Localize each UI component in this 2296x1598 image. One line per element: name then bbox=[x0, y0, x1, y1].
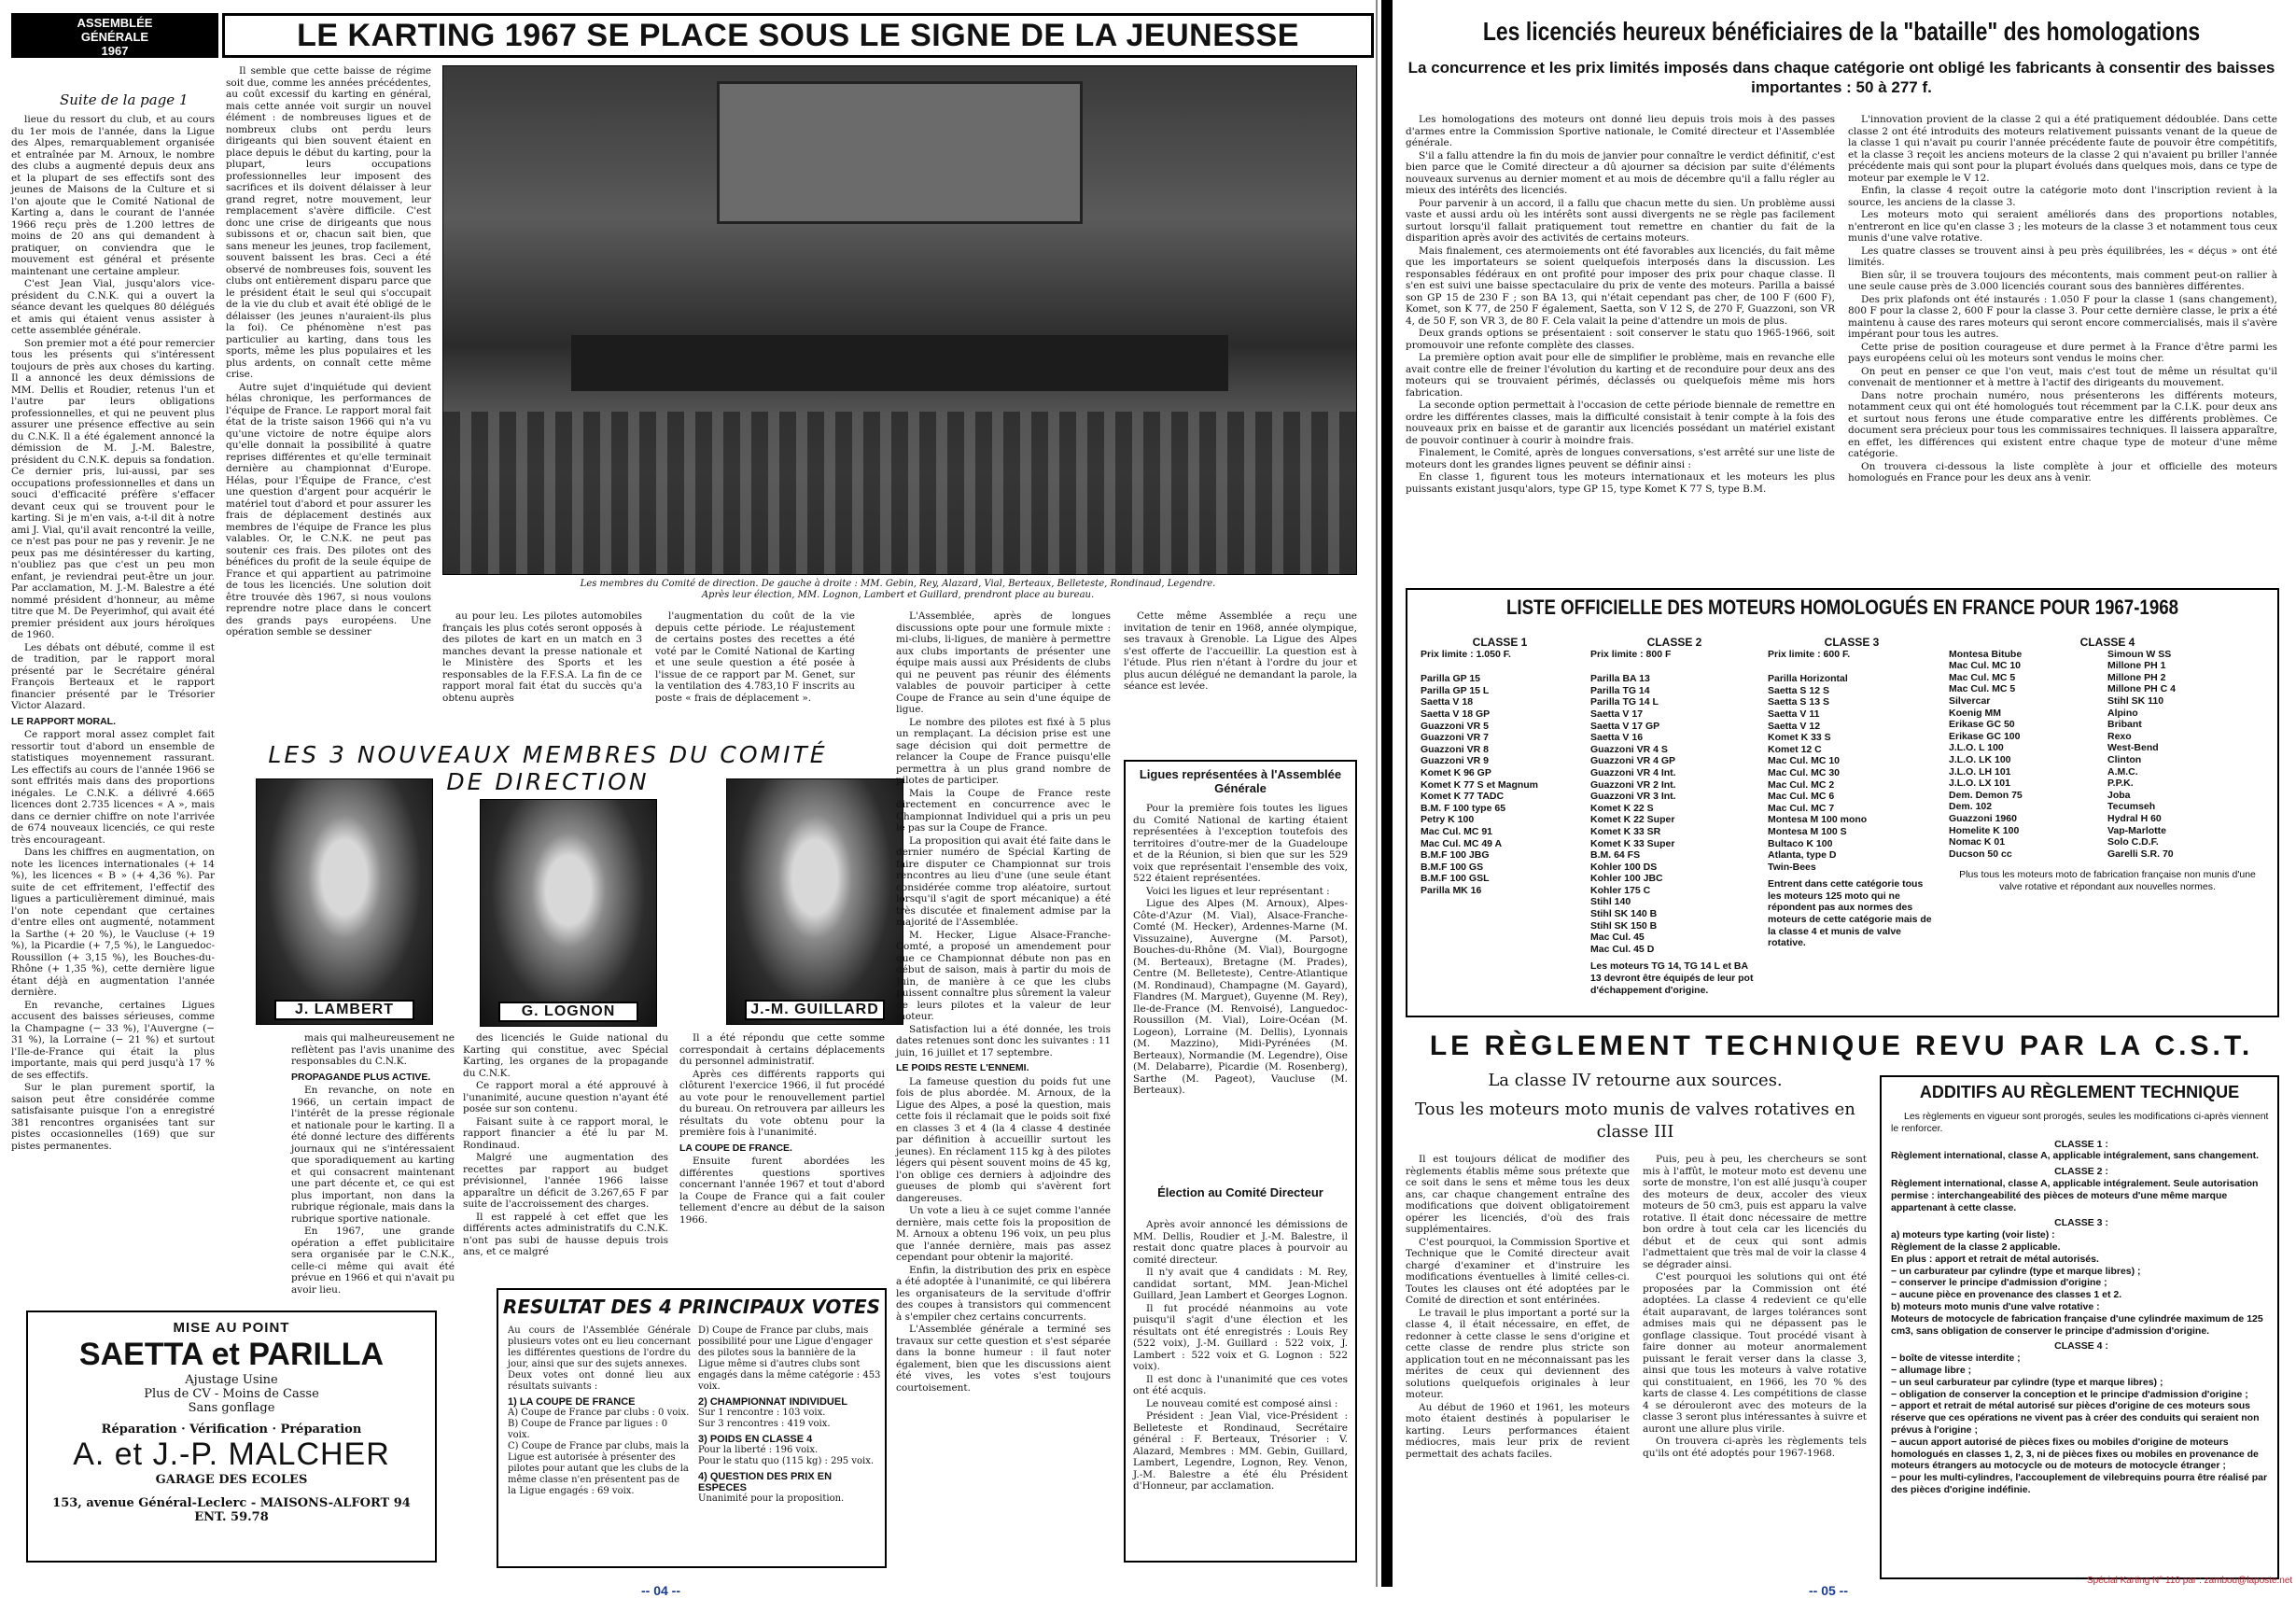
portrait-guillard bbox=[726, 778, 903, 1025]
rule-line: − pour les multi-cylindres, l'accouplement de vilebrequins pourra être réalisé par des pièces d'origine indéfinie. bbox=[1891, 1472, 2268, 1495]
engine-entry: Komet 12 C bbox=[1768, 743, 1822, 755]
portrait-name: J. LAMBERT bbox=[274, 1000, 414, 1020]
engine-entry: Guazzoni VR 4 GP bbox=[1590, 755, 1676, 767]
engine-entry: Saetta S 12 S bbox=[1768, 684, 1829, 696]
regulation-column-b: Puis, peu à peu, les chercheurs se sont mis à l'affût, le moteur moto est devenu une sorte de monstre, l'on est allé jusqu'à couper des moteurs de deux, accoler des vieux moteurs de 50 cm3, puis est apparu la valve rotative. Il était donc nécessaire de mettre bon ordre à tout cela car les licenciés du début et de ceux qui sont admis l'admettaient que très mal de voir la classe 4 se dégrader ainsi. C'est pourquoi les solutions qui ont été proposées par la Commission ont été adoptées. La classe 4 redevient ce qu'elle était auparavant, de larges tolérances sont admises mais qui ne dépassent pas le gonflage classique. Tout procédé visant à faire donner au moteur anormalement puissant le ferait verser dans la classe 3, ainsi que tous les moteurs à valve rotative qui constituaient, en 1966, les 70 % des karts de classe 4. Les compétitions de classe 4 se dérouleront avec des moteurs de la classe 3 seront plus intéressantes à suivre et auront une allure plus virile. On trouvera ci-après les règlements tels qu'ils ont été adoptés pour 1967-1968. bbox=[1643, 1154, 1867, 1459]
rule-line: − allumage libre ; bbox=[1891, 1364, 1972, 1376]
engine-entry: Dem. 102 bbox=[1949, 801, 1993, 813]
engine-entry: Saetta S 13 S bbox=[1768, 696, 1829, 708]
paragraph: lieue du ressort du club, et au cours du 1er mois de l'année, dans la Ligue des Alpes, remarquablement organisée et entraînée par M. Arnoux, le nombre des clubs a augmenté depuis deux ans et la plupart de ses effectifs sont des jeunes de Maisons de la Culture et si l'on ajoute que le Comité National de Karting a, dans le courant de l'année 1966 reçu près de 1.200 lettres de moins de 20 ans qui demandent à pratiquer, on conviendra que le mouvement est général et présente maintenant une certaine ampleur. bbox=[11, 114, 215, 277]
engine-entry: Montesa M 100 mono bbox=[1768, 814, 1868, 826]
engine-entry: Parilla TG 14 bbox=[1590, 684, 1650, 696]
engine-entry: B.M.F 100 JBG bbox=[1421, 849, 1490, 862]
photo-caption: Les membres du Comité de direction. De gauche à droite : MM. Gebin, Rey, Alazard, Vial, Berteaux, Belleteste, Rondinaud, Legendre. Après leur élection, MM. Lognon, Lambert et Guillard, prendront place au bureau. bbox=[580, 579, 1216, 600]
rule-line: a) moteurs type karting (voir liste) : bbox=[1891, 1229, 2055, 1241]
rule-line: − un seul carburateur par cylindre (type et marque libres) ; bbox=[1891, 1376, 2163, 1388]
rule-line: En plus : apport et retrait de métal autorisés. bbox=[1891, 1253, 2099, 1265]
paragraph: Autre sujet d'inquiétude qui devient hélas chronique, les performances de l'équipe de France. Le rapport moral fait état de la triste saison 1966 qui n'a vu qu'une victoire de notre équipe alors qu'elle donnait la possibilité à quatre reprises différentes et qu'elle terminait dernière au championnat d'Europe. Hélas, pour l'Équipe de France, c'est une question d'argent pour acquérir le matériel tout d'abord et pour assurer les frais de déplacement destinés aux membres de l'équipe de France les plus valables. Or, le C.N.K. ne peut pas soutenir ces frais. Des pilotes ont des bénéfices du profit de la seule équipe de France et qui appartient au patrimoine de tous les licenciés. Une solution doit être trouvée dès 1967, si nous voulons reprendre notre place dans le concert des grands pays européens. Une opération semble se dessiner bbox=[226, 381, 431, 638]
engine-entry: Mac Cul. MC 2 bbox=[1768, 778, 1835, 791]
engine-entry: Kohler 175 C bbox=[1590, 884, 1651, 896]
page-gutter bbox=[1381, 0, 1393, 1587]
engine-entry: Mac Cul. MC 49 A bbox=[1421, 837, 1503, 849]
audience bbox=[443, 412, 1356, 574]
left-page bbox=[11, 13, 1374, 1598]
engine-entry: Mac Cul. MC 30 bbox=[1768, 766, 1841, 778]
engine-entry: West-Bend bbox=[2107, 742, 2159, 754]
engine-entry: B.M. 64 FS bbox=[1590, 849, 1641, 862]
class-heading: CLASSE 1 : bbox=[2054, 1138, 2108, 1150]
engine-entry: Mac Cul. MC 6 bbox=[1768, 791, 1835, 803]
engine-entry: Mac Cul. MC 10 bbox=[1949, 660, 2022, 672]
engine-entry: Garelli S.R. 70 bbox=[2107, 848, 2174, 860]
engine-entry: Ducson 50 cc bbox=[1949, 848, 2012, 860]
engine-entry: Koenig MM bbox=[1949, 707, 2001, 719]
article-column-coupe: Il a été répondu que cette somme correspondait à certains déplacements du personnel administratif. Après ces différents rapports qui clôturent l'exercice 1966, il fut procédé au vote pour le renouvellement partiel du bureau. On retrouvera par ailleurs les résultats du vote obtenu pour la première fois à l'unanimité. LA COUPE DE FRANCE. Ensuite furent abordées les différentes questions sportives concernant l'année 1967 et tout d'abord la Coupe de France qui a fait couler tellement d'encre au début de la saison 1966. bbox=[679, 1032, 885, 1226]
rule-line: − boîte de vitesse interdite ; bbox=[1891, 1353, 2021, 1365]
engine-list-box bbox=[1406, 588, 2279, 1017]
class-4-column: CLASSE 4 Montesa Bitube Mac Cul. MC 10 Mac Cul. MC 5 Mac Cul. MC 5 Silvercar Koenig MM Erikase GC 50 Erikase GC 100 J.L.O. L 100 J.L.O. LK 100 J.L.O. LH 101 J.L.O. LX 101 Dem. Demon 75 Dem. 102 Guazzoni 1960 Homelite K 100 Nomac K 01 Ducson 50 cc Simoun W SS Millone PH 1 Millone PH 2 Millone PH C 4 Stihl SK 110 Alpino Bribant Rexo West-Bend Clinton A.M.C. P.P.K. Joba Tecumseh Hydral H 60 Vap-Marlotte Solo C.D.F. Garelli S.R. 70 Plus tous les moteurs moto de fabrication française non munis d'une valve rotative et répondant aux nouvelles normes. bbox=[1949, 636, 2256, 892]
engine-entry: Parilla GP 15 L bbox=[1421, 684, 1490, 696]
engine-entry: B.M. F 100 type 65 bbox=[1421, 802, 1506, 814]
portrait-name: J.-M. GUILLARD bbox=[745, 1000, 885, 1020]
article-column-2 bbox=[226, 65, 431, 737]
engine-entry: Mac Cul. MC 10 bbox=[1768, 755, 1841, 767]
engine-entry: J.L.O. LK 100 bbox=[1949, 753, 2011, 765]
article-column-propagande: mais qui malheureusement ne reflètent pas l'avis unanime des responsables du C.N.K. PROPAGANDE PLUS ACTIVE. En revanche, on note en 1966, un certain impact de l'intérêt de la presse régionale et nationale pour le karting. Il a été donné lecture des différents journaux qui ne s'intéressaient que sporadiquement au karting et qui consacrent maintenant une part décente et, ce qui est plus important, non dans la rubrique régionale, mais dans la rubrique sportive nationale. En 1967, une grande opération a effet publicitaire sera organisée par le C.N.K., celle-ci même qui avait été prévue en 1966 et qui n'avait pu avoir lieu. bbox=[291, 1032, 455, 1296]
engine-entry: Parilla TG 14 L bbox=[1590, 696, 1659, 708]
engine-entry: Twin-Bees bbox=[1768, 861, 1816, 873]
homologation-column-b: L'innovation provient de la classe 2 qui a été pratiquement dédoublée. Dans cette classe 2 ont été introduits des moteurs relativement puissants venant de la queue de la classe 1 qui n'avait pu courir l'année précédente faute de pouvoir être compétitifs, et la classe 3 reçoit les anciens moteurs de la classe 2 qui n'avaient pu briller l'année précédente mais qui sont pour la plupart évolués dans quelques mois, dans ce type de moteur par exemple le V 12. Enfin, la classe 4 reçoit outre la catégorie moto dont l'inscription revient à la source, les anciens de la classe 3. Les moteurs moto qui seraient améliorés dans des proportions notables, n'entreront en lice qu'en classe 3 ; les moteurs de la classe 3 et notamment tous ceux munis d'une valve rotative. Les quatre classes se trouvent ainsi à peu près équilibrées, les « déçus » ont été limités. Bien sûr, il se trouvera toujours des mécontents, mais comment peut-on rallier à une seule cause près de 3.000 licenciés courant sous des bannières différentes. Des prix plafonds ont été instaurés : 1.050 F pour la classe 1 (sans changement), 800 F pour la classe 2, 600 F pour la classe 3. Pour cette dernière classe, le prix a été maintenu à cause des rares moteurs qui seront encore commercialisés, mais il s'avère impérant pour tous les autres. Cette prise de position courageuse et dure permet à la France d'être parmi les pays européens celui où les moteurs sont vendus le moins cher. On peut en penser ce que l'on veut, mais c'est tout de même un résultat qu'il convenait de mentionner et à mettre à l'actif des dirigeants du mouvement. Dans notre prochain numéro, nous présenterons les différents moteurs, notamment ceux qui ont été homologués tout récemment par la C.I.K. pour deux ans et surtout nous ferons une étude comparative entre les différents problèmes. Ce document sera précieux pour tous les commissaires techniques. Il laissera apparaître, en effet, les différences qui existent entre chaque type de moteur d'une même catégorie. On trouvera ci-dessous la liste complète à jour et officielle des moteurs homologués en France pour les deux ans à venir. bbox=[1848, 114, 2277, 484]
engine-entry: Guazzoni VR 4 Int. bbox=[1590, 766, 1676, 778]
article-column-4-top: l'augmentation du coût de la vie depuis cette période. Le réajustement de certains postes des recettes a été voté par le Comité National de Karting et une seule question a été posée à l'issue de ce rapport par M. Genet, sur la ventilation des 4.783,10 F inscrits au poste « frais de déplacement ». bbox=[655, 610, 855, 704]
engine-entry: Komet K 33 Super bbox=[1590, 837, 1675, 849]
engine-entry: Millone PH 2 bbox=[2107, 671, 2166, 683]
portrait-lambert bbox=[256, 778, 433, 1025]
paragraph: En revanche, certaines Ligues accusent des baisses sérieuses, comme la Champagne (− 33 %), l'Auvergne (− 31 %), la Lorraine (− 21 %) et surtout l'Ile-de-France qui était la plus importante, mais qui perd jusqu'à 17 % de ses effectifs. bbox=[11, 999, 215, 1081]
painting bbox=[717, 81, 1082, 223]
engine-entry: Mac Cul. MC 5 bbox=[1949, 683, 2016, 695]
rule-line: − apport et retrait de métal autorisé sur pièces d'origine de ces moteurs sous réserve que ces opérations ne vivent pas à créer des conduits qui seraient non prévus à l'origine ; bbox=[1891, 1400, 2260, 1436]
engine-entry: Stihl SK 140 B bbox=[1590, 908, 1658, 920]
engine-entry: Kohler 100 JBC bbox=[1590, 873, 1663, 885]
class-2-column: CLASSE 2 Prix limite : 800 F Parilla BA 13 Parilla TG 14 Parilla TG 14 L Saetta V 17 Saetta V 17 GP Saetta V 16 Guazzoni VR 4 S Guazzoni VR 4 GP Guazzoni VR 4 Int. Guazzoni VR 2 Int. Guazzoni VR 3 Int. Komet K 22 S Komet K 22 Super Komet K 33 SR Komet K 33 Super B.M. 64 FS Kohler 100 DS Kohler 100 JBC Kohler 175 C Stihl 140 Stihl SK 140 B Stihl SK 150 B Mac Cul. 45 Mac Cul. 45 D Les moteurs TG 14, TG 14 L et BA 13 devront être équipés de leur pot d'échappement d'origine. bbox=[1590, 637, 1758, 996]
engine-entry: Parilla MK 16 bbox=[1421, 884, 1482, 896]
engine-entry: Parilla BA 13 bbox=[1590, 673, 1650, 685]
engine-entry: Stihl SK 150 B bbox=[1590, 919, 1658, 932]
page-separator bbox=[1376, 0, 1378, 1587]
additifs-body: Les règlements en vigueur sont prorogés, seules les modifications ci-après viennent le renforcer. CLASSE 1 : Règlement international, classe A, applicable intégralement, sans changement. CLASSE 2 : Règlement international, classe A, applicable intégralement. Seule autorisation permise : interchangeabilité des pièces de moteurs d'une même marque appartenant à cette classe. CLASSE 3 : a) moteurs type karting (voir liste) : Règlement de la classe 2 applicable. En plus : apport et retrait de métal autorisés. − un carburateur par cylindre (type et marque libres) ; − conserver le principe d'admission d'origine ; − aucune pièce en provenance des classes 1 et 2. b) moteurs moto munis d'une valve rotative : Moteurs de motocycle de fabrication française d'une cylindrée maximum de 125 cm3, sans obligation de conserver le principe d'admission d'origine. CLASSE 4 : − boîte de vitesse interdite ; − allumage libre ; − un seul carburateur par cylindre (type et marque libres) ; − obligation de conserver la conception et le principe d'admission d'origine ; − apport et retrait de métal autorisé sur pièces d'origine de ces moteurs sous réserve que ces opérations ne vivent pas à créer des conduits qui seraient non prévus à l'origine ; − aucun apport autorisé de pièces fixes ou mobiles d'origine de moteurs homologués en classes 1, 2, 3, ni de pièces fixes ou mobiles en provenance de moteurs étrangers au motocycle ou de moteurs de motocycle étranger ; − pour les multi-cylindres, l'accouplement de vilebrequins pourra être réalisé par des pièces d'origine indéfinie. bbox=[1891, 1111, 2272, 1496]
main-headline: LE KARTING 1967 SE PLACE SOUS LE SIGNE DE LA JEUNESSE bbox=[222, 13, 1374, 58]
engine-entry: J.L.O. LX 101 bbox=[1949, 778, 2010, 790]
engine-entry: Millone PH 1 bbox=[2107, 660, 2166, 672]
engine-entry: Guazzoni VR 5 bbox=[1421, 720, 1489, 732]
engine-entry: Saetta V 18 GP bbox=[1421, 708, 1491, 720]
engine-entry: P.P.K. bbox=[2107, 778, 2134, 790]
engine-entry: Vap-Marlotte bbox=[2107, 824, 2167, 836]
engine-entry: Tecumseh bbox=[2107, 801, 2156, 813]
engine-entry: B.M.F 100 GSL bbox=[1421, 873, 1490, 885]
rule-line: − aucun apport autorisé de pièces fixes ou mobiles d'origine de moteurs homologués en classes 1, 2, 3, ni de pièces fixes ou mobiles en provenance de moteurs étrangers au motocycle ou de moteurs de motocycle étranger ; bbox=[1891, 1436, 2259, 1472]
class-3-column: CLASSE 3 Prix limite : 600 F. Parilla Horizontal Saetta S 12 S Saetta S 13 S Saetta V 11 Saetta V 12 Komet K 33 S Komet 12 C Mac Cul. MC 10 Mac Cul. MC 30 Mac Cul. MC 2 Mac Cul. MC 6 Mac Cul. MC 7 Montesa M 100 mono Montesa M 100 S Bultaco K 100 Atlanta, type D Twin-Bees Entrent dans cette catégorie tous les moteurs 125 moto qui ne répondent pas aux normes des moteurs de cette catégorie mais de la classe 4 et munis de valve rotative. bbox=[1768, 637, 1936, 949]
paragraph: C'est Jean Vial, jusqu'alors vice-président du C.N.K. qui a ouvert la séance devant les quelques 80 délégués et amis qui étaient venus assister à cette assemblée générale. bbox=[11, 278, 215, 336]
engine-entry: Alpino bbox=[2107, 707, 2138, 719]
rule-line: b) moteurs moto munis d'une valve rotative : bbox=[1891, 1300, 2100, 1312]
continued-note: Suite de la page 1 bbox=[60, 91, 189, 108]
engine-entry: Simoun W SS bbox=[2107, 648, 2172, 660]
engine-entry: Komet K 77 TADC bbox=[1421, 791, 1505, 803]
rule-line: − obligation de conserver la conception et le principe d'admission d'origine ; bbox=[1891, 1388, 2248, 1400]
engine-entry: Saetta V 18 bbox=[1421, 696, 1474, 708]
class-1-column: CLASSE 1 Prix limite : 1.050 F. Parilla GP 15 Parilla GP 15 L Saetta V 18 Saetta V 18 GP Guazzoni VR 5 Guazzoni VR 7 Guazzoni VR 8 Guazzoni VR 9 Komet K 96 GP Komet K 77 S et Magnum Komet K 77 TADC B.M. F 100 type 65 Petry K 100 Mac Cul. MC 91 Mac Cul. MC 49 A B.M.F 100 JBG B.M.F 100 GS B.M.F 100 GSL Parilla MK 16 bbox=[1421, 637, 1579, 896]
portrait-lognon bbox=[480, 799, 657, 1027]
engine-entry: Millone PH C 4 bbox=[2107, 683, 2176, 695]
engine-entry: Stihl SK 110 bbox=[2107, 694, 2164, 707]
rule-line: − un carburateur par cylindre (type et marque libres) ; bbox=[1891, 1265, 2141, 1277]
engine-entry: Guazzoni VR 4 S bbox=[1590, 743, 1668, 755]
article-column-3-top: au pour leu. Les pilotes automobiles français les plus cotés seront opposés à des pilotes de kart en un match en 3 manches devant la presse nationale et le Ministère des Sports et les responsables de la F.F.S.A. La fin de ce rapport moral fait état du succès qu'a obtenu auprès bbox=[442, 610, 642, 704]
homologation-title: Les licenciés heureux bénéficiaires de la "bataille" des homologations bbox=[1482, 17, 2201, 46]
engine-entry: J.L.O. L 100 bbox=[1949, 742, 2004, 754]
engine-entry: Parilla Horizontal bbox=[1768, 673, 1848, 685]
engine-entry: Saetta V 17 bbox=[1590, 708, 1644, 720]
committee-photo bbox=[442, 65, 1357, 575]
engine-entry: Komet K 96 GP bbox=[1421, 766, 1491, 778]
paragraph: Son premier mot a été pour remercier tous les présents qui s'intéressent toujours de près aux choses du karting. Il a annoncé les deux démissions de MM. Dellis et Roudier, retenus l'un et l'autre par leurs obligations professionnelles, et qui ne peuvent plus assurer une présence effective au sein du C.N.K. Il a été également annoncé la démission de M. J.-M. Balestre, président du C.N.K. depuis sa fondation. Ce dernier pris, lui-aussi, par ses occupations professionnelles et dans un souci d'efficacité préfère s'effacer devant ceux qui se trouvent pour le karting. Si je m'en vais, a-t-il dit à notre ami J. Vial, qu'il avait rencontré la veille, ce n'est pas pour ne pas y revenir. Je ne peux pas me désintéresser du karting, n'oubliez pas que c'est un peu mon enfant, je reviendrai peut-être un jour. Par acclamation, M. J.-M. Balestre a été nommé président d'honneur, au même titre que M. De Peyerimhof, qui avait été premier président aux jours héroïques de 1960. bbox=[11, 337, 215, 640]
engine-entry: Guazzoni VR 3 Int. bbox=[1590, 791, 1676, 803]
class-heading: CLASSE 4 : bbox=[2054, 1340, 2108, 1353]
homologation-subtitle: La concurrence et les prix limités imposés dans chaque catégorie ont obligé les fabricants à consentir des baisses importantes : 50 à 277 f. bbox=[1407, 59, 2275, 96]
engine-entry: Guazzoni VR 2 Int. bbox=[1590, 778, 1676, 791]
engine-entry: Dem. Demon 75 bbox=[1949, 789, 2023, 801]
engine-entry: Homelite K 100 bbox=[1949, 824, 2020, 836]
engine-entry: Komet K 33 SR bbox=[1590, 825, 1661, 837]
engine-entry: Saetta V 12 bbox=[1768, 720, 1821, 732]
engine-entry: B.M.F 100 GS bbox=[1421, 861, 1484, 873]
engine-entry: Mac Cul. 45 D bbox=[1590, 943, 1655, 955]
engine-entry: Rexo bbox=[2107, 730, 2132, 742]
section-kicker: ASSEMBLÉE GÉNÉRALE 1967 bbox=[11, 13, 218, 58]
engine-entry: Guazzoni VR 9 bbox=[1421, 755, 1489, 767]
engine-entry: Bribant bbox=[2107, 719, 2142, 731]
engine-entry: Komet K 22 Super bbox=[1590, 814, 1675, 826]
engine-entry: Petry K 100 bbox=[1421, 814, 1475, 826]
article-column-5: L'Assemblée, après de longues discussions opte pour une formule mixte : mi-clubs, li-ligues, de manière à permettre aux clubs importants de présenter une équipe mais aussi aux Présidents de clubs qui ne peuvent pas réunir des éléments valables de pouvoir participer à cette Coupe de France au sein d'une équipe de ligue. Le nombre des pilotes est fixé à 5 plus un remplaçant. La décision prise est une sage décision qui doit permettre de relancer la Coupe de France puisqu'elle permettra à un plus grand nombre de pilotes de participer. Mais la Coupe de France reste directement en concurrence avec le Championnat Individuel qui a pris un peu le pas sur la Coupe de France. La proposition qui avait été faite dans le dernier numéro de Spécial Karting de faire disputer ce Championnat sur trois rencontres au lieu d'une (une seule étant considérée comme trop aléatoire, surtout lorsqu'il s'agit de sport mécanique) a été très discutée et finalement admise par la majorité de l'Assemblée. M. Hecker, Ligue Alsace-Franche-Comté, a proposé un amendement pour que ce Championnat débute non pas en début de saison, mais à partir du mois de Juin, de manière à ce que les clubs puissent connaître plus sûrement la valeur de leurs pilotes et la valeur de leur moteur. Satisfaction lui a été donnée, les trois dates retenues sont donc les suivantes : 11 juin, 16 juillet et 17 septembre. LE POIDS RESTE L'ENNEMI. La fameuse question du poids fut une fois de plus abordée. M. Arnoux, de la Ligue des Alpes, a posé la question, mais cette fois il réclamait que le poids soit fixé en classes 3 et 4 (la 4 classe 4 destinée par définition à accueillir surtout les jeunes). En réclament 115 kg à des pilotes légers qui pèsent souvent moins de 45 kg, l'on oblige ces derniers à adjoindre des gueuses de plomb qui s'avèrent fort dangereuses. Un vote a lieu à ce sujet comme l'année dernière, mais cette fois la proposition de M. Arnoux a obtenu 196 voix, un peu plus que l'année dernière, mais pas assez cependant pour obtenir la majorité. Enfin, la distribution des prix en espèce a été adoptée à l'unanimité, ce qui libérera les organisateurs de la servitude d'offrir des coupes à transistors qui commencent à s'empiler chez certains concurrents. L'Assemblée générale a terminé ses travaux sur cette question et s'est séparée dans la bonne humeur : il faut noter également, bien que les discussions aient été vives, les votes s'est toujours courtoisement. bbox=[896, 610, 1111, 1394]
ligues-body: Pour la première fois toutes les ligues du Comité National de karting étaient représentées à l'exception toutefois des territoires d'outre-mer de la Guadeloupe et de la Réunion, si bien que sur les 529 voix que représentait l'ensemble des voix, 522 étaient représentées. Voici les ligues et leur représentant : Ligue des Alpes (M. Arnoux), Alpes-Côte-d'Azur (M. Vial), Alsace-Franche-Comté (M. Hecker), Ardennes-Marne (M. Vissuzaine), Auvergne (M. Parsot), Bouches-du-Rhône (M. Vial), Bourgogne (M. Berteaux), Bretagne (M. Prades), Centre (M. Belleteste), Centre-Atlantique (M. Rondinaud), Champagne (M. Gayard), Flandres (M. Marguet), Guyenne (M. Rey), Ile-de-France (M. Renvoisé), Languedoc-Roussillon (M. Vial), Loire-Océan (M. Logeon), Lorraine (M. Dellis), Lyonnais (M. Mazzino), Midi-Pyrénées (M. Berteaux), Normandie (M. Legendre), Oise (M. Delabarre), Picardie (M. Rosenberg), Sarthe (M. Pageot), Vaucluse (M. Berteaux). bbox=[1133, 803, 1348, 1096]
rule-line: Règlement international, classe A, applicable intégralement, sans changement. bbox=[1891, 1150, 2260, 1162]
rule-line: − aucune pièce en provenance des classes 1 et 2. bbox=[1891, 1289, 2122, 1301]
new-members-heading: LES 3 NOUVEAUX MEMBRES DU COMITÉ DE DIRECTION bbox=[268, 741, 828, 795]
rule-line: Règlement international, classe A, applicable intégralement. Seule autorisation permise : interchangeabilité des pièces de moteurs d'une même marque appartenant à cette classe. bbox=[1891, 1177, 2259, 1213]
engine-entry: Bultaco K 100 bbox=[1768, 837, 1833, 849]
paragraph: Les débats ont débuté, comme il est de tradition, par le rapport moral présenté par le Secrétaire général François Berteaux et le rapport financier présenté par le Trésorier Victor Alazard. bbox=[11, 641, 215, 711]
engine-entry: Stihl 140 bbox=[1590, 896, 1631, 908]
regulation-subtitle-1: La classe IV retourne aux sources. bbox=[1488, 1071, 1783, 1090]
page-number: -- 04 -- bbox=[641, 1583, 680, 1598]
engine-entry: Joba bbox=[2107, 789, 2131, 801]
malcher-advertisement: MISE AU POINT SAETTA et PARILLA Ajustage Usine Plus de CV - Moins de Casse Sans gonflage Réparation · Vérification · Préparation A. et J.-P. MALCHER GARAGE DES ECOLES 153, avenue Général-Leclerc - MAISONS-ALFORT 94 ENT. 59.78 bbox=[26, 1311, 437, 1563]
rule-line: Moteurs de motocycle de fabrication française d'une cylindrée maximum de 125 cm3, sans obligation de conserver le principe d'admission d'origine. bbox=[1891, 1312, 2263, 1337]
engine-entry: Nomac K 01 bbox=[1949, 836, 2006, 848]
ligues-box bbox=[1124, 760, 1357, 1563]
portrait-name: G. LOGNON bbox=[498, 1002, 638, 1022]
vote-results-heading: RESULTAT DES 4 PRINCIPAUX VOTES bbox=[502, 1296, 881, 1318]
class-heading: CLASSE 3 : bbox=[2054, 1217, 2108, 1229]
vote-results-box: RESULTAT DES 4 PRINCIPAUX VOTES Au cours de l'Assemblée Générale plusieurs votes ont eu lieu concernant les différentes questions de l'ordre du jour, ainsi que sur des sujets annexes. Deux votes ont donné lieu aux résultats suivants : 1) LA COUPE DE FRANCE A) Coupe de France par clubs : 0 voix. B) Coupe de France par ligues : 0 voix. C) Coupe de France par clubs, mais la Ligue est autorisée à présenter des pilotes pour autant que les clubs de la même classe n'en présentent pas de la Ligue engagés : 69 voix. D) Coupe de France par clubs, mais possibilité pour une Ligue d'engager des pilotes sous la bannière de la Ligue même si d'autres clubs sont engagés dans la même catégorie : 453 voix. 2) CHAMPIONNAT INDIVIDUEL Sur 1 rencontre : 103 voix. Sur 3 rencontres : 419 voix. 3) POIDS EN CLASSE 4 Pour la liberté : 196 voix. Pour le statu quo (115 kg) : 295 voix. 4) QUESTION DES PRIX EN ESPECES Unanimité pour la proposition. bbox=[497, 1288, 887, 1568]
engine-entry: Mac Cul. 45 bbox=[1590, 932, 1645, 944]
engine-entry: Erikase GC 50 bbox=[1949, 719, 2015, 731]
regulation-subtitle-2: Tous les moteurs moto munis de valves rotatives en classe III bbox=[1415, 1100, 1855, 1142]
engine-list-title: LISTE OFFICIELLE DES MOTEURS HOMOLOGUÉS EN FRANCE POUR 1967-1968 bbox=[1505, 596, 2179, 619]
additifs-box bbox=[1880, 1075, 2279, 1579]
rule-line: − conserver le principe d'admission d'origine ; bbox=[1891, 1277, 2107, 1289]
additifs-title: ADDITIFS AU RÈGLEMENT TECHNIQUE bbox=[1919, 1083, 2240, 1101]
paragraph: Sur le plan purement sportif, la saison peut être considérée comme satisfaisante puisque l'on a enregistré 381 rencontres organisées tant sur pistes occasionnelles (169) que sur pistes permanentes. bbox=[11, 1082, 215, 1152]
regulation-column-a: Il est toujours délicat de modifier des règlements établis même sous prétexte que ce soit dans le sens et même tous les deux ans, car chaque changement entraîne des modifications que doivent obligatoirement opérer les licenciés, d'où des frais supplémentaires. C'est pourquoi, la Commission Sportive et Technique que le Comité directeur avait chargé d'examiner et d'instruire les modifications éventuelles à limité celles-ci. Toutes les clauses ont été adoptées par le Comité de direction et sont entérinées. Le travail le plus important a porté sur la classe 4, il était nécessaire, en effet, de redonner à cette classe le sens d'origine et cette classe de rendre plus stricte son application tout en ne méconnaissant pas les mérites de ceux qui deviennent des solutions quelquefois originales à leur moteur. Au début de 1960 et 1961, les moteurs moto étaient destinés à populariser le karting. Leurs performances étaient médiocres, mais leur prix de revient permettait des achats faciles. bbox=[1406, 1154, 1630, 1460]
engine-entry: Atlanta, type D bbox=[1768, 849, 1837, 862]
engine-entry: Komet K 33 S bbox=[1768, 732, 1831, 744]
engine-entry: Guazzoni VR 7 bbox=[1421, 732, 1489, 744]
engine-entry: Kohler 100 DS bbox=[1590, 861, 1658, 873]
engine-entry: Mac Cul. MC 91 bbox=[1421, 825, 1493, 837]
engine-entry: Parilla GP 15 bbox=[1421, 673, 1481, 685]
regulation-title: LE RÈGLEMENT TECHNIQUE REVU PAR LA C.S.T. bbox=[1429, 1030, 2254, 1061]
engine-entry: Erikase GC 100 bbox=[1949, 730, 2021, 742]
engine-entry: Mac Cul. MC 7 bbox=[1768, 802, 1835, 814]
engine-entry: Saetta V 16 bbox=[1590, 732, 1644, 744]
paragraph: Ce rapport moral assez complet fait ressortir tout d'abord un ensemble de statistiques moyennement rassurant. Les effectifs au cours de l'année 1966 se sont effrités mais dans des proportions inégales. Le C.N.K. a délivré 4.665 licences dont 2.735 licences « A », mais dans ce dernier chiffre on note l'arrivée de 674 nouveaux licenciés, ce qui reste très encourageant. bbox=[11, 729, 215, 846]
engine-entry: Saetta V 17 GP bbox=[1590, 720, 1660, 732]
ligues-heading: Ligues représentées à l'Assemblée Générale bbox=[1139, 767, 1342, 795]
committee-table bbox=[571, 335, 1228, 391]
engine-entry: Saetta V 11 bbox=[1768, 708, 1820, 720]
election-body: Après avoir annoncé les démissions de MM. Dellis, Roudier et J.-M. Balestre, il restait donc quatre places à pourvoir au comité directeur. Il n'y avait que 4 candidats : M. Rey, candidat sortant, MM. Jean-Michel Guillard, Jean Lambert et Georges Lognon. Il fut procédé néanmoins au vote puisqu'il s'agit d'une élection et les résultats ont été enregistrés : Louis Rey (522 voix), J.-M. Guillard : 522 voix, J. Lambert : 522 voix et G. Lognon : 522 voix). Il est donc à l'unanimité que ces votes ont été acquis. Le nouveau comité est composé ainsi : Président : Jean Vial, vice-Président : Belleteste et Rondinaud, Secrétaire général : F. Berteaux, Trésorier : V. Alazard, Membres : MM. Gebin, Guillard, Lambert, Legendre, Lognon, Rey. Venon, J.-M. Balestre a été élu Président d'Honneur, par acclamation. bbox=[1133, 1219, 1348, 1492]
engine-entry: A.M.C. bbox=[2107, 765, 2138, 778]
paragraph: Il semble que cette baisse de régime soit due, comme les années précédentes, au coût excessif du karting en général, mais cette année voit surgir un nouvel élément : de nombreuses ligues et de nombreux clubs ont perdu leurs dirigeants qui bien souvent étaient en place depuis le début du karting, pour la plupart, leurs occupations professionnelles leur imposent des sacrifices et ils doivent délaisser à leur grand regret, notre mouvement, leur remplacement s'avère difficile. C'est donc une crise de dirigeants que nous subissons et or, chacun sait bien, que sans meneur les jeunes, trop facilement, souvent baissent les bras. Ceci a été observé de nombreuses fois, souvent les clubs ont entièrement disparu parce que le président était le seul qui s'occupait de la vie du club et avait été obligé de le délaisser (les jeunes n'auraient-ils plus la foi). Ce phénomène n'est pas particulier au karting, dans tous les sports, même les plus populaires et les plus ardents, on connaît cette même crise. bbox=[226, 65, 431, 380]
engine-entry: Clinton bbox=[2107, 753, 2142, 765]
engine-entry: Mac Cul. MC 5 bbox=[1949, 671, 2016, 683]
engine-entry: Guazzoni 1960 bbox=[1949, 812, 2017, 824]
homologation-column-a: Les homologations des moteurs ont donné lieu depuis trois mois à des passes d'armes entre la Commission Sportive nationale, le Comité directeur et l'Assemblée générale. S'il a fallu attendre la fin du mois de janvier pour connaître le verdict définitif, c'est bien parce que le Comité directeur a dû ajourner sa décision par suite d'éléments nouveaux survenus au dernier moment et au mois de décembre qu'il a fallu régler au mieux des intérêts des licenciés. Pour parvenir à un accord, il a fallu que chacun mette du sien. Un problème aussi vaste et aussi ardu où les intérêts sont aussi divergents ne se règle pas facilement surtout lorsqu'il fallait pratiquement tout remettre en chantier du fait de la disparition après avoir des activités de certains moteurs. Mais finalement, ces atermoiements ont été favorables aux licenciés, du fait même que les importateurs se soient quelquefois interposés dans la discussion. Les responsables fédéraux en ont profité pour imposer des prix pour chaque classe. Il s'en est suivi une baisse spectaculaire du prix de vente des moteurs. Parilla a baissé son GP 15 de 230 F ; son BA 13, qui n'était cependant pas cher, de 100 F (600 F), Komet, son K 77, de 250 F également, Saetta, son V 12 S, de 270 F, Guazzoni, son VR 4, de 50 F, son VR 3, de 80 F. Cela valait la peine d'attendre un mois de plus. Deux grands options se présentaient : soit conserver le statu quo 1965-1966, soit promouvoir une refonte complète des classes. La première option avait pour elle de simplifier le problème, mais en revanche elle avait contre elle de freiner l'évolution du karting et de reconduire pour deux ans des moteurs qui se trouvaient périmés, déclassés ou quelquefois même mis hors fabrication. La seconde option permettait à l'occasion de cette période biennale de remettre en ordre les différentes classes, mais la difficulté consistait à tenir compte à la fois des nouveaux prix en baisse et de garantir aux licenciés possédant un matériel existant de pouvoir continuer à courir à moindre frais. Finalement, le Comité, après de longues conversations, s'est arrêté sur une liste de moteurs dont les grandes lignes peuvent se définir ainsi : En classe 1, figurent tous les moteurs internationaux et les moteurs les plus puissants existant jusqu'alors, type GP 15, type Komet K 77 S, type B.M. bbox=[1406, 114, 1835, 495]
engine-entry: J.L.O. LH 101 bbox=[1949, 765, 2011, 778]
scan-credit: Spécial Karting N° 110 par : zambou@laposte.net bbox=[2087, 1576, 2293, 1586]
page-number: -- 05 -- bbox=[1809, 1583, 1848, 1598]
engine-entry: Hydral H 60 bbox=[2107, 812, 2162, 824]
engine-entry: Montesa M 100 S bbox=[1768, 825, 1847, 837]
article-column-1 bbox=[11, 114, 215, 1304]
engine-entry: Guazzoni VR 8 bbox=[1421, 743, 1489, 755]
engine-entry: Montesa Bitube bbox=[1949, 648, 2023, 660]
rule-line: Règlement de la classe 2 applicable. bbox=[1891, 1241, 2061, 1253]
article-column-6-top: Cette même Assemblée a reçu une invitation de tenir en 1968, année olympique, ses travaux à Grenoble. La Ligue des Alpes s'est offerte de l'accueillir. La question est à l'étude. Plus rien n'étant à l'ordre du jour et plus aucun délégué ne demandant la parole, la séance est levée. bbox=[1124, 610, 1357, 692]
engine-entry: Komet K 77 S et Magnum bbox=[1421, 778, 1539, 791]
class-heading: CLASSE 2 : bbox=[2054, 1166, 2108, 1178]
engine-entry: Solo C.D.F. bbox=[2107, 836, 2159, 848]
article-column-financier: des licenciés le Guide national du Karting qui constitue, avec Spécial Karting, les organes de la propagande du C.N.K. Ce rapport moral a été approuvé à l'unanimité, aucune question n'ayant été posée sur son contenu. Faisant suite à ce rapport moral, le rapport financier a été lu par M. Rondinaud. Malgré une augmentation des recettes par rapport au budget prévisionnel, l'année 1966 laisse apparaître un déficit de 3.267,65 F par suite de l'accroissement des charges. Il est rappelé à cet effet que les différents actes administratifs du C.N.K. n'ont pas subi de hausse depuis trois ans, et ce malgré bbox=[463, 1032, 668, 1257]
paragraph: Dans les chiffres en augmentation, on note les licences internationales (+ 14 %), les licences « B » (+ 4,36 %). Par suite de cet effritement, l'effectif des ligues a particulièrement diminué, mais l'on note cependant que certaines d'entre elles ont augmenté, notamment la Sarthe (+ 20 %), le Vaucluse (+ 19 %), la Picardie (+ 7,5 %), le Languedoc-Roussillon (+ 3,15 %), les Bouches-du-Rhône (+ 1,35 %), cette dernière ligue étant déjà en augmentation l'année dernière. bbox=[11, 847, 215, 998]
engine-entry: Komet K 22 S bbox=[1590, 802, 1654, 814]
election-heading: Élection au Comité Directeur bbox=[1157, 1185, 1323, 1199]
section-heading: LE RAPPORT MORAL. bbox=[11, 715, 116, 727]
engine-entry: Silvercar bbox=[1949, 694, 1991, 707]
